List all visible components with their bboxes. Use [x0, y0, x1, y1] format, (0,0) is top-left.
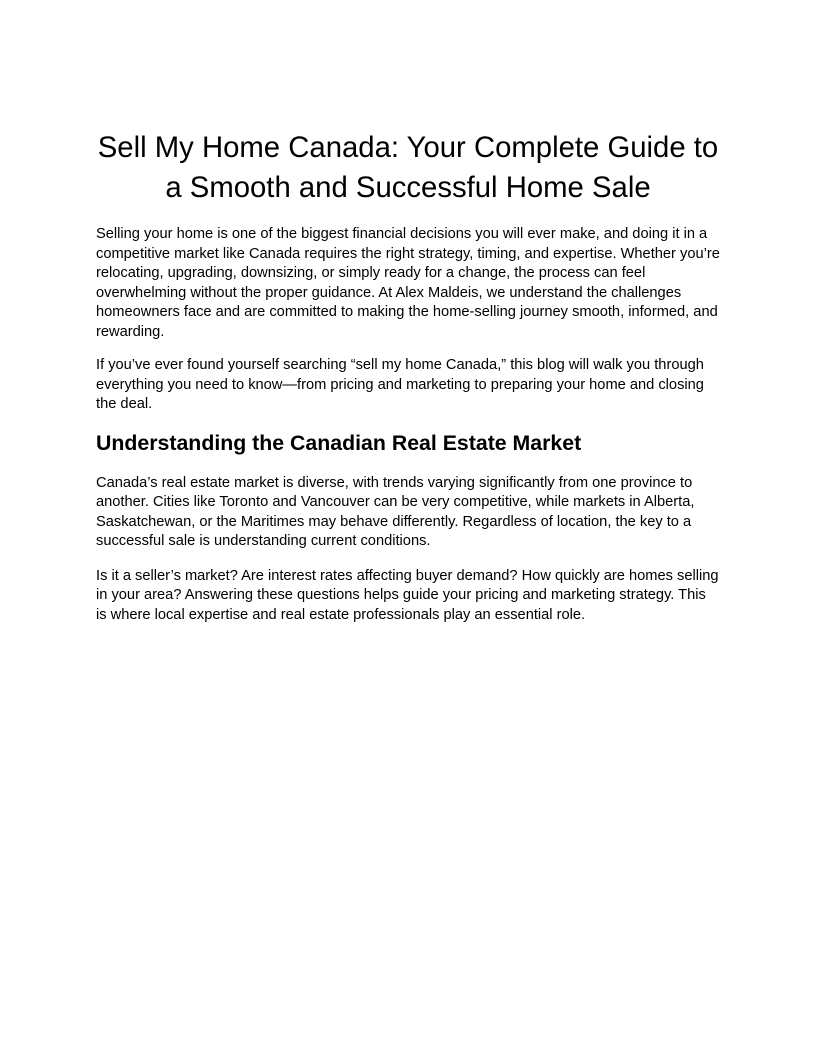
document-title: Sell My Home Canada: Your Complete Guide to a Smooth and Successful Home Sale [97, 131, 719, 204]
section-paragraph: Canada’s real estate market is diverse, with trends varying significantly from one province to another. Cities like Toronto and Vancouver can be very competitive, while markets in Alberta, Saskatchewan, or the Maritimes may behave differently. Regardless of location, the key to a successful sale is understanding current conditions. [96, 474, 695, 549]
intro-paragraph: Selling your home is one of the biggest financial decisions you will ever make, and doing it in a competitive market like Canada requires the right strategy, timing, and expertise. Whether you’re relocating, upgrading, downsizing, or simply ready for a change, the process can feel overwhelming without the proper guidance. At Alex Maldeis, we understand the challenges homeowners face and are committed to making the home-selling journey smooth, informed, and rewarding. [96, 226, 720, 340]
section-paragraph: Is it a seller’s market? Are interest rates affecting buyer demand? How quickly are homes selling in your area? Answering these questions helps guide your pricing and marketing strategy. This is where local expertise and real estate professionals play an essential role. [96, 567, 719, 623]
document-page [96, 128, 720, 625]
section-heading: Understanding the Canadian Real Estate Market [96, 430, 582, 455]
intro-paragraph: If you’ve ever found yourself searching “sell my home Canada,” this blog will walk you through everything you need to know—from pricing and marketing to preparing your home and closing the deal. [96, 357, 704, 412]
